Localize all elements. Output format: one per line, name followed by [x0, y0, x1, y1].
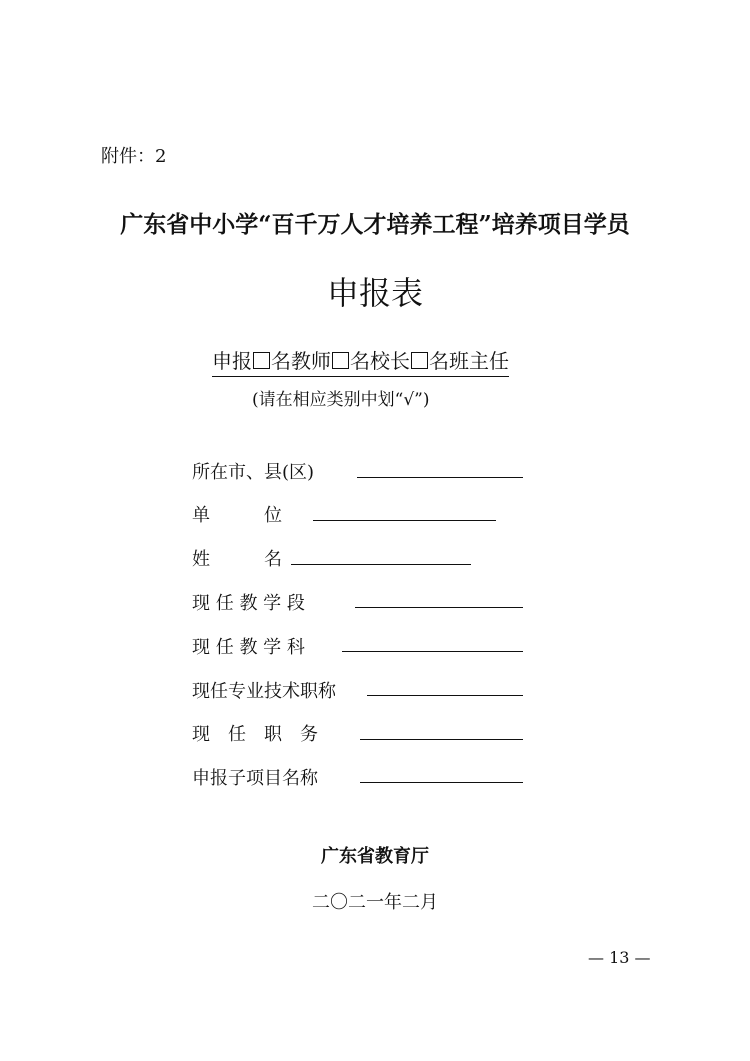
checkbox-famous-principal[interactable]: [332, 352, 349, 369]
option-famous-teacher: 名教师: [271, 349, 331, 373]
declare-prefix: 申报: [212, 349, 252, 373]
instruction-hint: (请在相应类别中划“√”): [252, 390, 430, 410]
document-title: 广东省中小学“百千万人才培养工程”培养项目学员: [120, 211, 630, 238]
field-label-teaching-subject: 现 任 教 学 科: [192, 637, 305, 658]
field-input-name[interactable]: [291, 564, 471, 565]
page-number: — 13 —: [588, 948, 651, 967]
option-famous-principal: 名校长: [350, 349, 410, 373]
issuing-organization: 广东省教育厅: [321, 846, 429, 867]
document-subtitle: 申报表: [326, 274, 423, 312]
field-input-unit[interactable]: [313, 520, 496, 521]
field-input-current-position[interactable]: [360, 739, 523, 740]
field-label-teaching-stage: 现 任 教 学 段: [192, 593, 305, 614]
field-input-subproject-name[interactable]: [360, 782, 523, 783]
field-label-current-position: 现 任 职 务: [192, 724, 318, 745]
issue-date: 二〇二一年二月: [312, 892, 438, 913]
field-input-professional-title[interactable]: [367, 695, 523, 696]
attachment-label: 附件：2: [101, 146, 167, 167]
field-label-name: 姓 名: [192, 549, 282, 570]
checkbox-famous-teacher[interactable]: [253, 352, 270, 369]
field-input-teaching-stage[interactable]: [355, 607, 523, 608]
field-label-city-county: 所在市、县(区): [192, 462, 315, 483]
field-input-teaching-subject[interactable]: [342, 651, 523, 652]
field-label-subproject-name: 申报子项目名称: [192, 768, 318, 789]
checkbox-famous-head-teacher[interactable]: [411, 352, 428, 369]
field-input-city-county[interactable]: [357, 477, 523, 478]
declare-category-line: [212, 345, 509, 377]
option-famous-head-teacher: 名班主任: [429, 349, 509, 373]
field-label-unit: 单 位: [192, 505, 282, 526]
field-label-professional-title: 现任专业技术职称: [192, 681, 336, 702]
